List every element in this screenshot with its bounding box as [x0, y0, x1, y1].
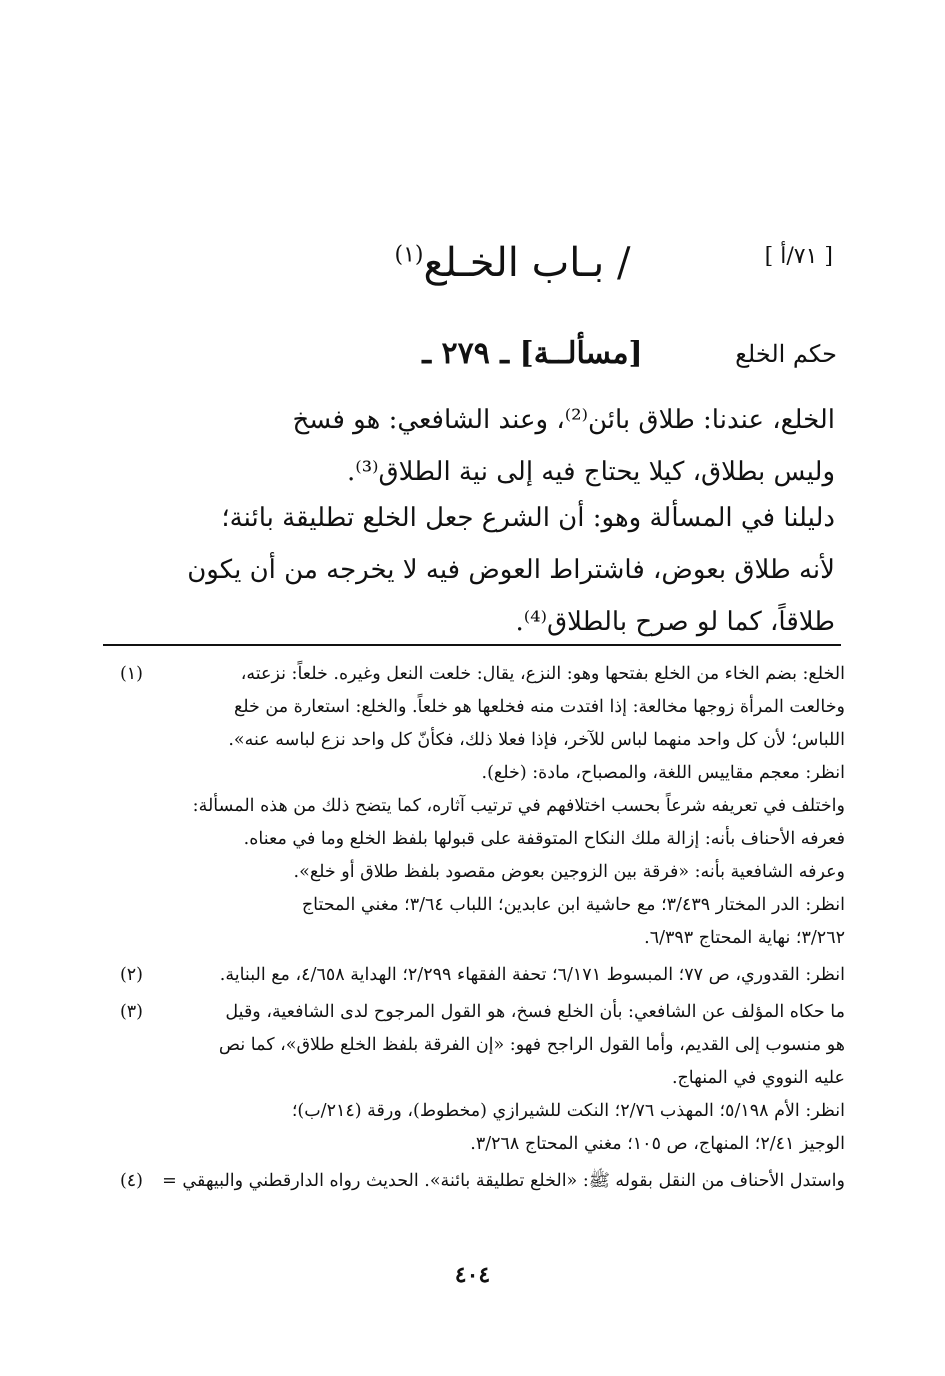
footnote-line: فعرفه الأحناف بأنه: إزالة ملك النكاح المتوقفة على قبولها بلفظ الخلع وما في معناه. [243, 829, 845, 849]
footnote-number: (٢) [119, 965, 143, 985]
footnote-3 [103, 996, 845, 1161]
paragraph-ruling [107, 394, 835, 498]
footnote-line: انظر: القدوري، ص ٧٧؛ المبسوط ٦/١٧١؛ تحفة الفقهاء ٢/٢٩٩؛ الهداية ٤/٦٥٨، مع البناية. [219, 965, 845, 985]
footnote-1 [103, 658, 845, 955]
footnote-body [143, 1165, 845, 1198]
footnotes-section [103, 658, 845, 1202]
body-line: لأنه طلاق بعوض، فاشتراط العوض فيه لا يخرجه من أن يكون [187, 555, 835, 585]
body-line: وليس بطلاق، كيلا يحتاج فيه إلى نية الطلاق⁽³⁾. [347, 457, 835, 487]
footnote-line: ٣/٢٦٢؛ نهاية المحتاج ٦/٣٩٣. [644, 928, 845, 948]
footnote-line: الخلع: بضم الخاء من الخلع بفتحها وهو: النزع، يقال: خلعت النعل وغيره. خلعاً: نزعته، [240, 664, 845, 684]
footnote-number: (٣) [119, 1002, 143, 1022]
footnote-line: انظر: الدر المختار ٣/٤٣٩؛ مع حاشية ابن عابدين؛ اللباب ٣/٦٤؛ مغني المحتاج [301, 895, 845, 915]
chapter-title-text: بـاب الخـلع [423, 240, 605, 286]
footnote-4 [103, 1165, 845, 1198]
footnote-line: وخالعت المرأة زوجها مخالعة: إذا افتدت منه فخلعها هو خلعاً. والخلع: استعارة من خلع [233, 697, 845, 717]
footnote-number: (١) [119, 664, 143, 684]
margin-note: حكم الخلع [735, 340, 837, 368]
footnote-body [143, 996, 845, 1161]
chapter-footnote-ref: (١) [394, 242, 424, 268]
footnote-line: اللباس؛ لأن كل واحد منهما لباس للآخر، فإذا فعلا ذلك، فكأنّ كل واحد نزع لباسه عنه». [228, 730, 845, 750]
issue-heading: [مسألــة] ـ ٢٧٩ ـ [422, 336, 643, 371]
footnote-2 [103, 959, 845, 992]
body-line: الخلع، عندنا: طلاق بائن⁽²⁾، وعند الشافعي: هو فسخ [292, 405, 835, 435]
chapter-slash: / [617, 240, 631, 286]
body-line: دليلنا في المسألة وهو: أن الشرع جعل الخلع تطليقة بائنة؛ [221, 503, 835, 533]
footnote-line: الوجيز ٢/٤١؛ المنهاج، ص ١٠٥؛ مغني المحتاج ٣/٢٦٨. [470, 1134, 845, 1154]
footnote-line: واختلف في تعريفه شرعاً بحسب اختلافهم في ترتيب آثاره، كما يتضح ذلك من هذه المسألة: [192, 796, 845, 816]
footnote-number: (٤) [119, 1171, 143, 1191]
footnote-line: انظر: الأم ٥/١٩٨؛ المهذب ٢/٧٦؛ النكت للشيرازي (مخطوط)، ورقة (٢١٤/ب)؛ [291, 1101, 845, 1121]
footnote-line: وعرفه الشافعية بأنه: «فرقة بين الزوجين بعوض مقصود بلفظ طلاق أو خلع». [293, 862, 845, 882]
footnote-line: عليه النووي في المنهاج. [671, 1068, 845, 1088]
chapter-title [0, 240, 945, 286]
paragraph-evidence [107, 492, 835, 648]
footnote-line: هو منسوب إلى القديم، وأما القول الراجح فهو: «إن الفرقة بلفظ الخلع طلاق»، كما نص [218, 1035, 845, 1055]
footnote-line: انظر: معجم مقاييس اللغة، والمصباح، مادة: (خلع). [481, 763, 845, 783]
body-line: طلاقاً، كما لو صرح بالطلاق⁽⁴⁾. [515, 607, 835, 637]
footnote-line: ما حكاه المؤلف عن الشافعي: بأن الخلع فسخ، هو القول المرجوح لدى الشافعية، وقيل [225, 1002, 845, 1022]
page-number: ٤٠٤ [454, 1262, 491, 1288]
footnote-body [143, 658, 845, 955]
folio-marker: [ ٧١/أ ] [764, 244, 833, 269]
footnote-body [143, 959, 845, 992]
footnote-line: واستدل الأحناف من النقل بقوله ﷺ: «الخلع تطليقة بائنة». الحديث رواه الدارقطني والبيهقي = [162, 1171, 845, 1191]
footnote-divider [103, 644, 841, 646]
